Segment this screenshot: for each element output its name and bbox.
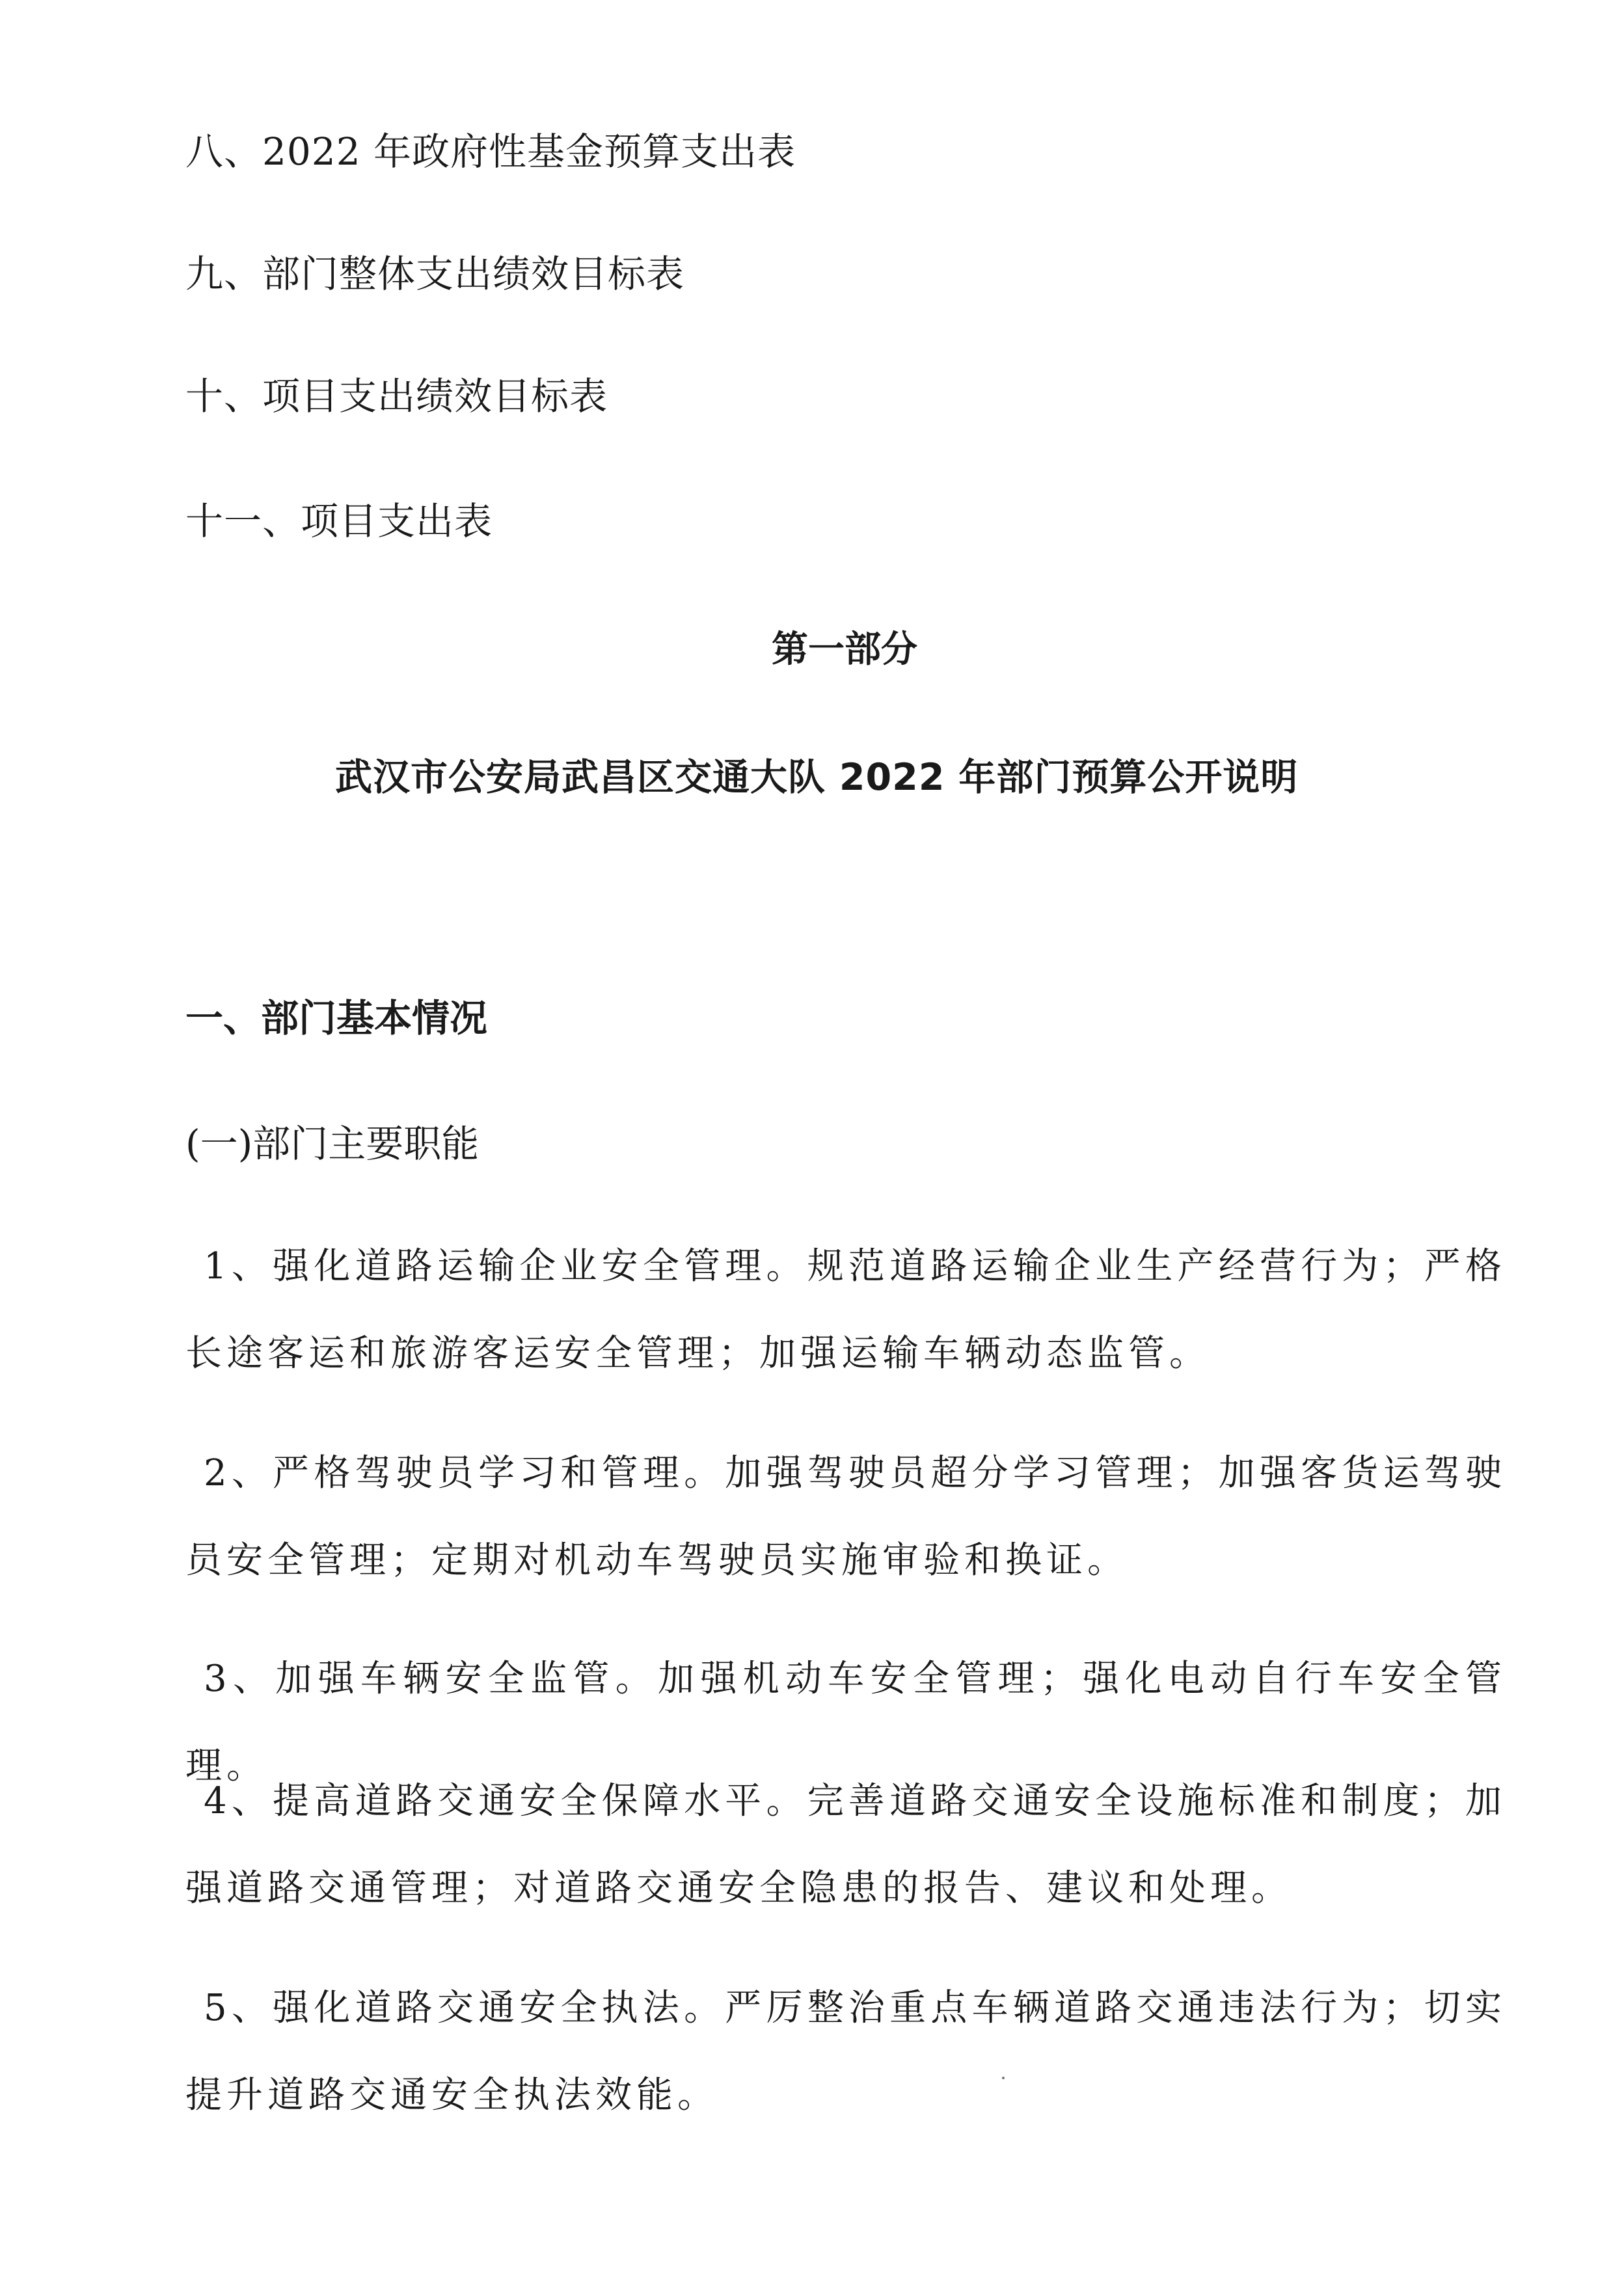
toc-item-11: 十一、项目支出表 bbox=[185, 499, 493, 543]
document-title: 武汉市公安局武昌区交通大队 2022 年部门预算公开说明 bbox=[335, 756, 1299, 799]
part-label: 第一部分 bbox=[772, 628, 917, 671]
sub-heading: (一)部门主要职能 bbox=[185, 1122, 480, 1166]
toc-item-9: 九、部门整体支出绩效目标表 bbox=[185, 252, 685, 296]
scan-speck bbox=[1002, 2077, 1005, 2079]
paragraph-4: 4、提高道路交通安全保障水平。完善道路交通安全设施标准和制度；加强道路交通管理；对道路交通安全隐患的报告、建议和处理。 bbox=[185, 1780, 1506, 1909]
toc-item-8: 八、2022 年政府性基金预算支出表 bbox=[185, 129, 796, 174]
paragraph-1: 1、强化道路运输企业安全管理。规范道路运输企业生产经营行为；严格长途客运和旅游客运安全管理；加强运输车辆动态监管。 bbox=[185, 1245, 1506, 1375]
paragraph-3: 3、加强车辆安全监管。加强机动车安全管理；强化电动自行车安全管理。 bbox=[185, 1658, 1506, 1787]
toc-item-10: 十、项目支出绩效目标表 bbox=[185, 374, 608, 418]
paragraph-5: 5、强化道路交通安全执法。严厉整治重点车辆道路交通违法行为；切实提升道路交通安全执法效能。 bbox=[185, 1987, 1506, 2116]
section-heading: 一、部门基本情况 bbox=[185, 996, 488, 1040]
paragraph-2: 2、严格驾驶员学习和管理。加强驾驶员超分学习管理；加强客货运驾驶员安全管理；定期对机动车驾驶员实施审验和换证。 bbox=[185, 1452, 1506, 1582]
